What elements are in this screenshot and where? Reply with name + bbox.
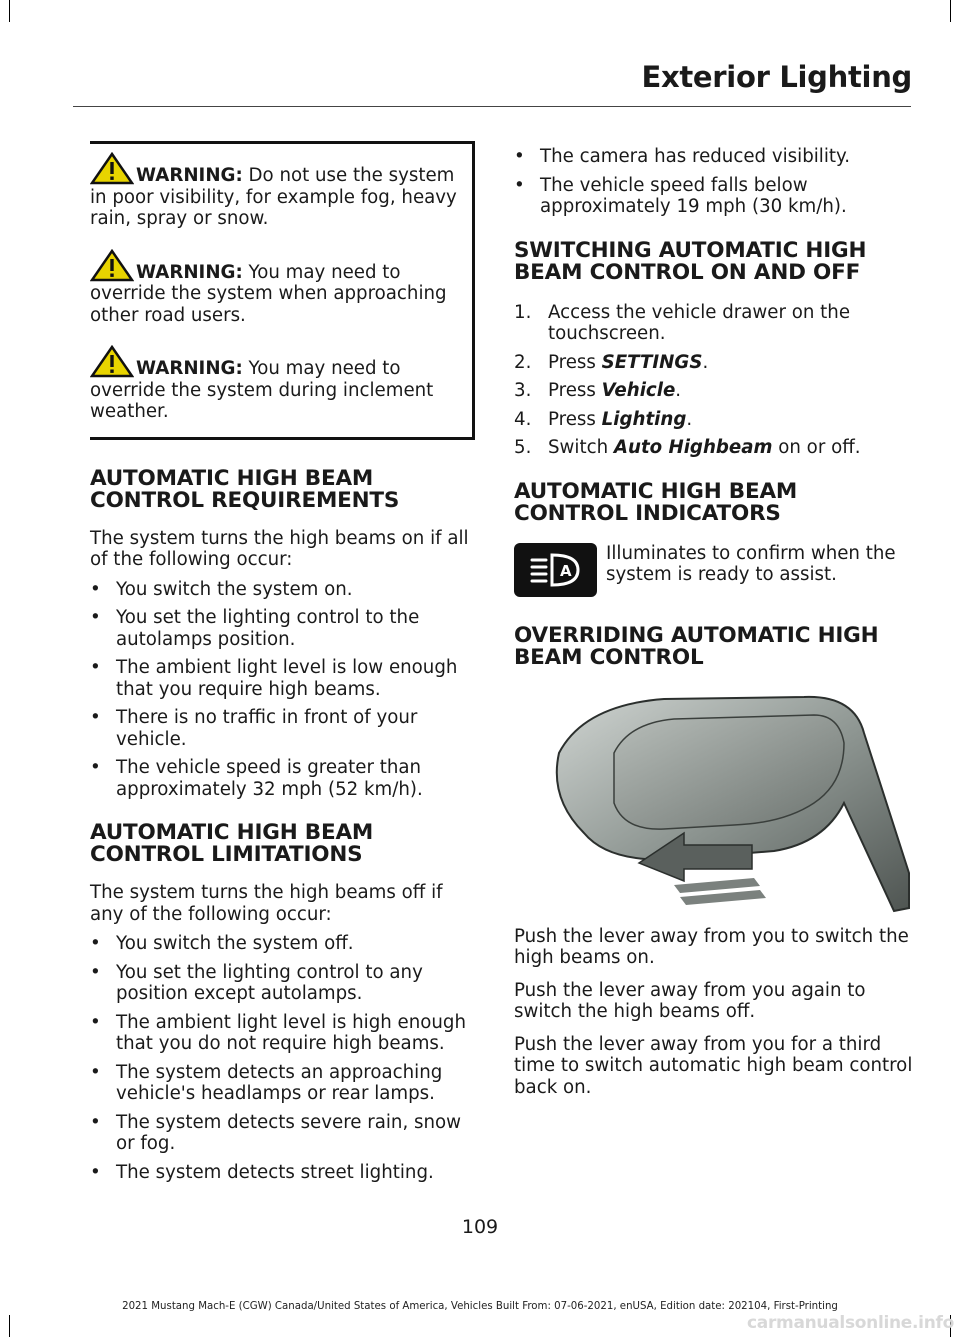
limitations-intro: The system turns the high beams off if any of the following occur: (90, 882, 443, 925)
list-item: • The system detects severe rain, snow or fog. (90, 1111, 462, 1154)
overriding-paragraph-3: Push the lever away from you for a third time to switch automatic high beam control back on. (514, 1033, 913, 1098)
limitations-list-continued (514, 146, 914, 218)
bullet: • (90, 933, 101, 954)
crop-mark (950, 0, 951, 22)
warning-text: You may need to override the system when approaching other road users. (90, 261, 447, 326)
header-divider (73, 106, 911, 107)
list-item: • The ambient light level is low enough that you require high beams. (90, 657, 458, 700)
warning-3 (90, 345, 464, 423)
warning-triangle-icon (90, 152, 134, 185)
bullet: • (90, 757, 101, 778)
warning-triangle-icon (90, 249, 134, 282)
warning-label: WARNING: (136, 261, 243, 283)
warning-text: You may need to override the system during inclement weather. (90, 358, 434, 422)
right-column (514, 146, 914, 1098)
switching-heading: SWITCHING AUTOMATIC HIGH BEAM CONTROL ON AND OFF (514, 237, 867, 285)
indicators-heading: AUTOMATIC HIGH BEAM CONTROL INDICATORS (514, 478, 798, 526)
switching-steps (514, 302, 914, 459)
page-number: 109 (461, 1216, 499, 1238)
indicator-description: Illuminates to confirm when the system is ready to assist. (606, 542, 896, 585)
warning-2 (90, 249, 464, 327)
list-item: • The vehicle speed falls below approximately 19 mph (30 km/h). (514, 174, 847, 217)
warning-text: Do not use the system in poor visibility, for example fog, heavy rain, spray or snow. (90, 165, 457, 229)
list-item: • You switch the system on. (90, 578, 353, 600)
list-item: 3. Press Vehicle. (514, 380, 682, 401)
requirements-list (90, 579, 475, 801)
bullet: • (514, 174, 525, 196)
warning-label: WARNING: (136, 165, 243, 186)
overriding-heading: OVERRIDING AUTOMATIC HIGH BEAM CONTROL (514, 622, 879, 670)
bullet: • (90, 1111, 101, 1133)
warning-triangle-icon (90, 345, 134, 378)
warning-label: WARNING: (136, 358, 243, 379)
list-item: • The camera has reduced visibility. (514, 146, 850, 167)
footer-edition-text: 2021 Mustang Mach-E (CGW) Canada/United States of America, Vehicles Built From: 07-06-2021, enUSA, Edition date: 202104, First-Printing (122, 1301, 838, 1312)
indicator-row (514, 543, 914, 613)
bullet: • (90, 1061, 101, 1083)
crop-mark (9, 0, 10, 22)
list-item: 2. Press SETTINGS. (514, 351, 709, 373)
bullet: • (90, 607, 101, 628)
crop-mark (9, 1315, 10, 1337)
bullet: • (90, 961, 101, 983)
lever-push-illustration (514, 673, 914, 918)
warning-1 (90, 152, 464, 230)
left-column (90, 141, 475, 1190)
bullet: • (90, 578, 101, 600)
overriding-paragraph-2: Push the lever away from you again to switch the high beams off. (514, 979, 866, 1022)
auto-high-beam-indicator-icon (514, 543, 597, 597)
bullet: • (514, 146, 525, 167)
requirements-heading: AUTOMATIC HIGH BEAM CONTROL REQUIREMENTS (90, 465, 400, 513)
overriding-paragraph-1: Push the lever away from you to switch the high beams on. (514, 925, 909, 968)
list-item: • You switch the system off. (90, 933, 354, 954)
watermark: carmanualsonline.info (747, 1313, 954, 1333)
page-title: Exterior Lighting (641, 60, 912, 94)
limitations-heading: AUTOMATIC HIGH BEAM CONTROL LIMITATIONS (90, 820, 374, 867)
list-item: • The system detects an approaching vehicle's headlamps or rear lamps. (90, 1061, 443, 1104)
list-item: • You set the lighting control to any position except autolamps. (90, 961, 423, 1004)
list-item: • The system detects street lighting. (90, 1161, 434, 1183)
requirements-intro: The system turns the high beams on if all of the following occur: (90, 527, 469, 570)
bullet: • (90, 1011, 101, 1033)
bullet: • (90, 1161, 101, 1183)
warning-box (90, 141, 475, 440)
list-item: 1. Access the vehicle drawer on the touchscreen. (514, 301, 851, 344)
list-item: • The vehicle speed is greater than approximately 32 mph (52 km/h). (90, 757, 423, 800)
svg-text:A: A (560, 561, 572, 580)
bullet: • (90, 707, 101, 728)
list-item: • The ambient light level is high enough that you do not require high beams. (90, 1011, 467, 1054)
list-item: 4. Press Lighting. (514, 408, 693, 430)
list-item: • You set the lighting control to the autolamps position. (90, 607, 420, 650)
list-item: 5. Switch Auto Highbeam on or off. (514, 437, 861, 458)
list-item: • There is no traffic in front of your vehicle. (90, 707, 418, 750)
limitations-list (90, 933, 475, 1183)
bullet: • (90, 657, 101, 678)
